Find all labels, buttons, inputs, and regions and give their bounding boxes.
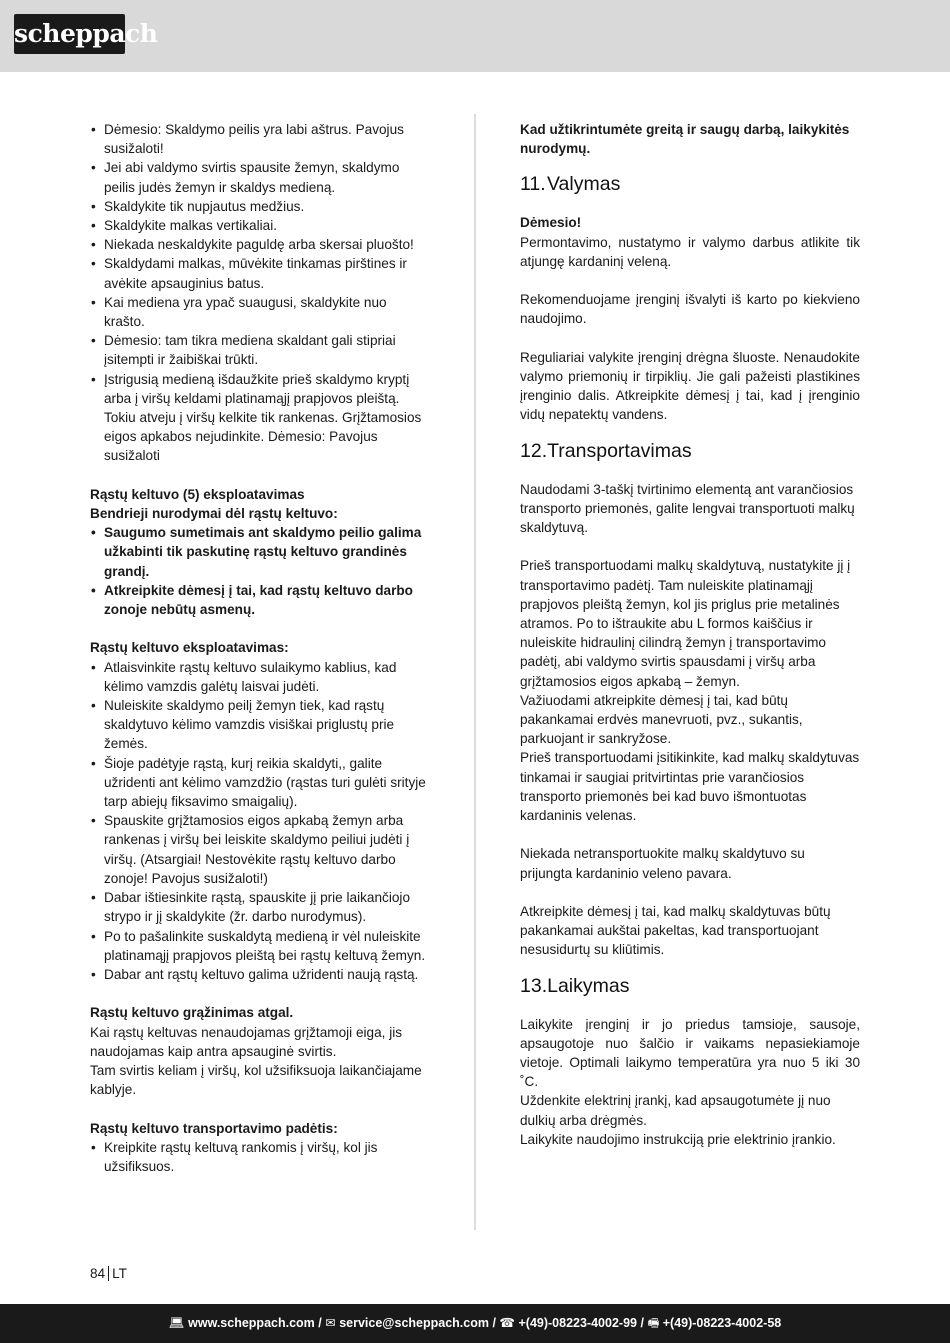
paragraph: Rekomenduojame įrenginį išvalyti iš karto po kiekvieno naudojimo. [520, 292, 860, 327]
right-column [520, 120, 860, 1149]
paragraph: Važiuodami atkreipkite dėmesį į tai, kad būtų pakankamai erdvės manevruoti, pvz., sukantis, parkuojant ir sankryžose. [520, 692, 803, 747]
return-paragraph-2: Tam svirtis keliam į viršų, kol užsifiksuoja laikančiajame kablyje. [90, 1062, 422, 1098]
safety-note: Kad užtikrintumėte greitą ir saugų darbą, laikykitės nurodymų. [520, 122, 850, 157]
paragraph: Prieš transportuodami malkų skaldytuvą, nustatykite jį į transportavimo padėtį. Tam nuleiskite platinamąjį prapjovos pleištą žemyn, kol jis priglus prie metalinės atramos. Po to ištraukite abu L formos kaiščius ir nuleiskite hidraulinį cilindrą žemyn į transportavimo padėtį, abi valdymo svirtis spausdami į viršų arba grįžtamosios eigos apkabą – žemyn. [520, 558, 851, 689]
paragraph: Laikykite įrenginį ir jo priedus tamsioje, sausoje, apsaugotoje nuo šalčio ir vaikams nepasiekiamoje vietoje. Optimali laikymo temperatūra yra nuo 5 iki 30 ˚C. [520, 1016, 860, 1090]
paragraph: Laikykite naudojimo instrukciją prie elektrinio įrankio. [520, 1131, 836, 1147]
list-item: • Jei abi valdymo svirtis spausite žemyn, skaldymo peilis judės žemyn ir skaldys medieną. [90, 158, 426, 196]
list-item: • Spauskite grįžtamosios eigos apkabą žemyn arba rankenas į viršų bei leiskite skaldymo peiliui judėti į viršų. (Atsargiai! Nestovėkite rąstų keltuvo darbo zonoje! Pavojus susižaloti!) [90, 811, 426, 888]
log-lifter-operation-heading: Rąstų keltuvo (5) eksploatavimas [90, 486, 305, 502]
header-bar [0, 0, 950, 72]
footer-bar: 💻︎ www.scheppach.com / ✉︎ service@scheppach.com / ☎︎ +(49)-08223-4002-99 / 🖷︎ +(49)-08223-4002-58 [0, 1304, 950, 1343]
list-item: • Nuleiskite skaldymo peilį žemyn tiek, kad rąstų skaldytuvo kėlimo vamzdis visiškai priglustų prie žemės. [90, 696, 426, 754]
list-item: • Po to pašalinkite suskaldytą medieną ir vėl nuleiskite platinamąjį prapjovos pleištą bei rąstų keltuvą žemyn. [90, 927, 426, 965]
transport-position-list [90, 1138, 426, 1176]
fax-icon: 🖷︎ [647, 1316, 660, 1330]
return-paragraph-1: Kai rąstų keltuvas nenaudojamas grįžtamoji eiga, jis naudojamas kaip antra apsauginė svirtis. [90, 1024, 403, 1059]
email-link[interactable]: service@scheppach.com [339, 1316, 489, 1330]
language-code: LT [112, 1266, 127, 1281]
list-item: • Įstrigusią medieną išdaužkite prieš skaldymo kryptį arba į viršų keldami platinamąjį prapjovos pleištą. Tokiu atveju į viršų kelkite tik rankenas. Grįžtamosios eigos apkabos nejudinkite. Dėmesio: Pavojus susižaloti [90, 370, 426, 466]
paragraph: Prieš transportuodami įsitikinkite, kad malkų skaldytuvas tinkamai ir saugiai pritvirtintas prie varančiosios transporto priemonės bei kad buvo išmontuotas kardaninis velenas. [520, 750, 860, 824]
paragraph: Reguliariai valykite įrenginį drėgna šluoste. Nenaudokite valymo priemonių ir tirpiklių. Jie gali pažeisti plastikines įrenginio dalis. Atkreipkite dėmesį į tai, kad į įrenginio vidų nepatektų vandens. [520, 349, 860, 423]
section-heading-cleaning: 11.Valymas [520, 173, 621, 196]
scheppach-logo: scheppach [14, 14, 125, 54]
website-link[interactable]: www.scheppach.com [188, 1316, 315, 1330]
list-item: • Saugumo sumetimais ant skaldymo peilio galima užkabinti tik paskutinę rąstų keltuvo grandinės grandį. [90, 523, 426, 581]
intro-bullet-list [90, 120, 426, 466]
list-item: • Dabar ištiesinkite rąstą, spauskite jį prie laikančiojo strypo ir jį skaldykite (žr. darbo nurodymus). [90, 888, 426, 926]
page-number: 84 LT [90, 1266, 127, 1281]
list-item: • Skaldykite malkas vertikaliai. [90, 216, 426, 235]
phone-icon: ☎︎ [499, 1316, 515, 1330]
transport-position-heading: Rąstų keltuvo transportavimo padėtis: [90, 1120, 338, 1136]
paragraph: Naudodami 3-taškį tvirtinimo elementą ant varančiosios transporto priemonės, galite lengvai transportuoti malkų skaldytuvą. [520, 481, 855, 536]
paragraph: Niekada netransportuokite malkų skaldytuvo su prijungta kardaninio veleno pavara. [520, 846, 805, 881]
list-item: • Šioje padėtyje rąstą, kurį reikia skaldyti,, galite užridenti ant kėlimo vamzdžio (rąstas turi gulėti srityje tarp abiejų fiksavimo smaigalių). [90, 754, 426, 812]
paragraph: Atkreipkite dėmesį į tai, kad malkų skaldytuvas būtų pakankamai aukštai pakeltas, kad transportuojant nesusidurtų su kliūtimis. [520, 904, 831, 958]
list-item: • Dabar ant rąstų keltuvo galima užridenti naują rąstą. [90, 965, 426, 984]
left-column [90, 120, 426, 1176]
list-item: • Dėmesio: tam tikra mediena skaldant gali stipriai įsitempti ir žaibiškai trūkti. [90, 331, 426, 369]
mail-icon: ✉︎ [325, 1316, 336, 1330]
list-item: • Skaldydami malkas, mūvėkite tinkamas pirštines ir avėkite apsauginius batus. [90, 254, 426, 292]
paragraph: Permontavimo, nustatymo ir valymo darbus atlikite tik atjungę kardaninį veleną. [520, 234, 860, 269]
list-item: • Dėmesio: Skaldymo peilis yra labi aštrus. Pavojus susižaloti! [90, 120, 426, 158]
general-instructions-subheading: Bendrieji nurodymai dėl rąstų keltuvo: [90, 506, 338, 522]
list-item: • Atkreipkite dėmesį į tai, kad rąstų keltuvo darbo zonoje nebūtų asmenų. [90, 581, 426, 619]
laptop-icon: 💻︎ [168, 1316, 185, 1330]
safety-bullet-list [90, 523, 426, 619]
list-item: • Kai mediena yra ypač suaugusi, skaldykite nuo krašto. [90, 293, 426, 331]
list-item: • Kreipkite rąstų keltuvą rankomis į viršų, kol jis užsifiksuos. [90, 1138, 426, 1176]
section-heading-transport: 12.Transportavimas [520, 439, 692, 462]
phone-number: +(49)-08223-4002-99 [518, 1316, 637, 1330]
usage-bullet-list [90, 658, 426, 984]
warning-label: Dėmesio! [520, 215, 582, 231]
log-lifter-return-heading: Rąstų keltuvo grąžinimas atgal. [90, 1005, 294, 1021]
list-item: • Niekada neskaldykite paguldę arba skersai pluošto! [90, 235, 426, 254]
log-lifter-usage-heading: Rąstų keltuvo eksploatavimas: [90, 640, 289, 656]
column-divider [474, 114, 476, 1230]
list-item: • Skaldykite tik nupjautus medžius. [90, 197, 426, 216]
section-heading-storage: 13.Laikymas [520, 974, 630, 997]
paragraph: Uždenkite elektrinį įrankį, kad apsaugotumėte jį nuo dulkių arba drėgmės. [520, 1093, 831, 1128]
list-item: • Atlaisvinkite rąstų keltuvo sulaikymo kablius, kad kėlimo vamzdis galėtų laisvai judėti. [90, 658, 426, 696]
fax-number: +(49)-08223-4002-58 [662, 1316, 782, 1330]
